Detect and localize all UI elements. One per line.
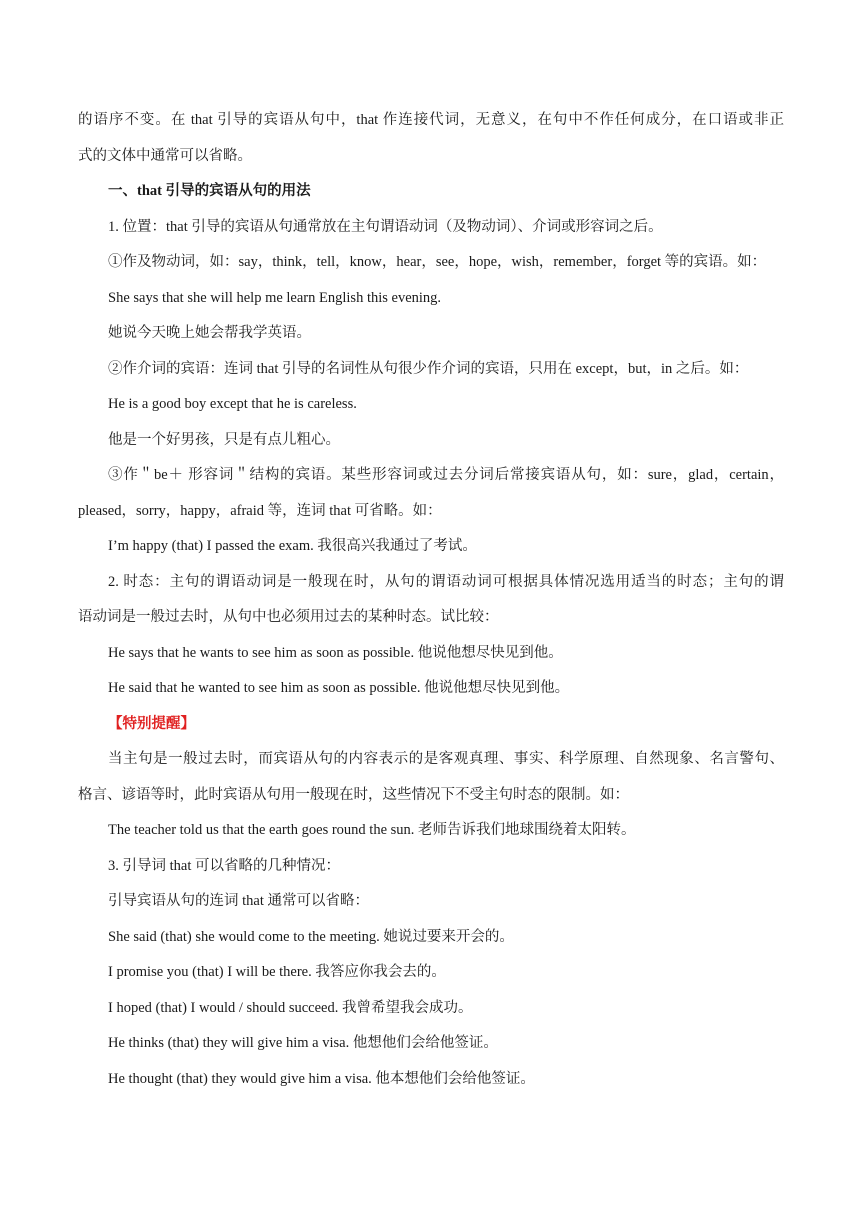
paragraph-line: 2. 时态：主句的谓语动词是一般现在时，从句的谓语动词可根据具体情况选用适当的时态；主句的谓 <box>108 573 784 590</box>
example-sentence: He said that he wanted to see him as soon as possible. 他说他想尽快见到他。 <box>108 680 570 696</box>
example-sentence: The teacher told us that the earth goes round the sun. 老师告诉我们地球围绕着太阳转。 <box>108 822 636 838</box>
example-sentence: I promise you (that) I will be there. 我答应你我会去的。 <box>108 964 446 980</box>
example-sentence: He thinks (that) they will give him a visa. 他想他们会给他签证。 <box>108 1035 498 1051</box>
example-sentence: He says that he wants to see him as soon as possible. 他说他想尽快见到他。 <box>108 644 563 661</box>
example-translation: 她说今天晚上她会帮我学英语。 <box>108 325 311 341</box>
paragraph-line: 语动词是一般过去时，从句中也必须用过去的某种时态。试比较： <box>78 609 499 625</box>
section-heading: 一、that 引导的宾语从句的用法 <box>108 183 311 199</box>
special-note-label: 【特别提醒】 <box>108 715 195 732</box>
example-sentence: He thought (that) they would give him a visa. 他本想他们会给他签证。 <box>108 1070 535 1087</box>
paragraph-line: 引导宾语从句的连词 that 通常可以省略： <box>108 893 369 909</box>
document-page <box>78 103 784 1097</box>
paragraph-line: ③作＂be＋ 形容词＂结构的宾语。某些形容词或过去分词后常接宾语从句，如：sure，glad，certain， <box>108 467 784 483</box>
example-sentence: He is a good boy except that he is careless. <box>108 396 357 412</box>
paragraph-line: ②作介词的宾语：连词 that 引导的名词性从句很少作介词的宾语，只用在 except，but，in 之后。如： <box>108 360 749 377</box>
paragraph-line: 格言、谚语等时，此时宾语从句用一般现在时，这些情况下不受主句时态的限制。如： <box>78 786 629 803</box>
paragraph-line: 的语序不变。在 that 引导的宾语从句中，that 作连接代词，无意义，在句中不作任何成分，在口语或非正 <box>78 112 784 128</box>
paragraph-line: 式的文体中通常可以省略。 <box>78 147 252 164</box>
example-sentence: I hoped (that) I would / should succeed. 我曾希望我会成功。 <box>108 999 473 1016</box>
example-sentence: She says that she will help me learn English this evening. <box>108 289 442 306</box>
example-sentence: She said (that) she would come to the meeting. 她说过要来开会的。 <box>108 928 514 945</box>
paragraph-line: 当主句是一般过去时，而宾语从句的内容表示的是客观真理、事实、科学原理、自然现象、名言警句、 <box>108 751 784 767</box>
paragraph-line: pleased，sorry，happy，afraid 等，连词 that 可省略。如： <box>78 502 442 519</box>
example-translation: 他是一个好男孩，只是有点儿粗心。 <box>108 431 340 448</box>
paragraph-line: 3. 引导词 that 可以省略的几种情况： <box>108 857 340 874</box>
paragraph-line: ①作及物动词，如：say，think，tell，know，hear，see，hope，wish，remember，forget 等的宾语。如： <box>108 254 767 270</box>
example-sentence: I’m happy (that) I passed the exam. 我很高兴我通过了考试。 <box>108 538 477 554</box>
paragraph-line: 1. 位置：that 引导的宾语从句通常放在主句谓语动词（及物动词）、介词或形容词之后。 <box>108 218 663 235</box>
